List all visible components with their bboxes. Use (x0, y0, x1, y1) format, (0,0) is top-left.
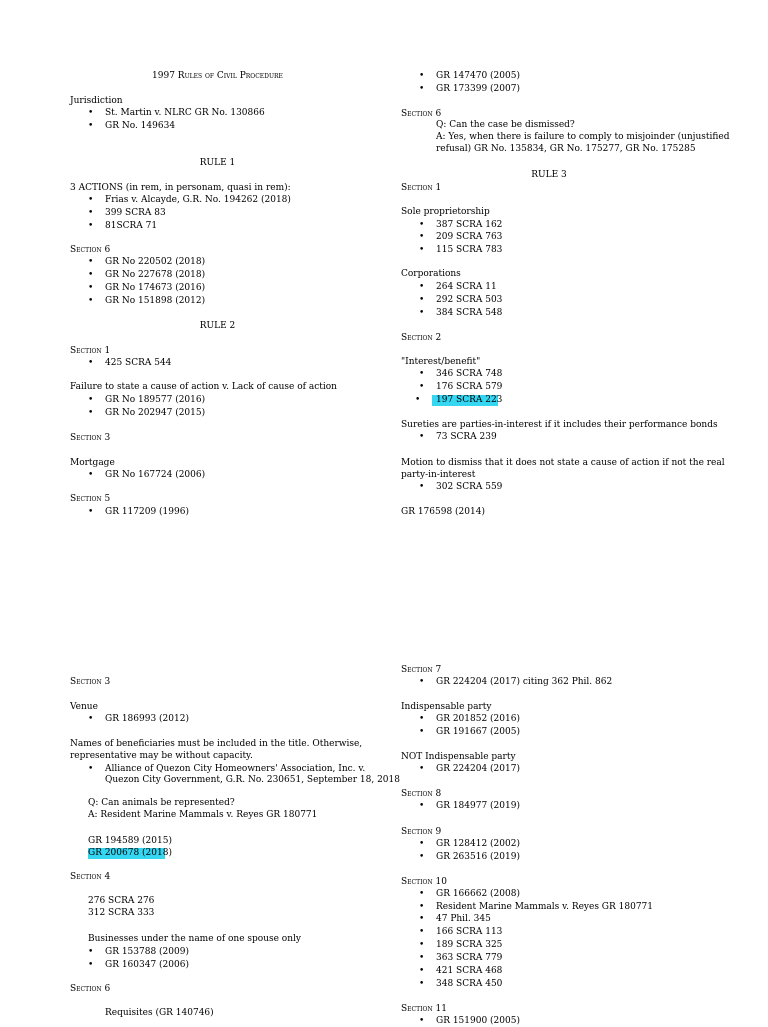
list-item: • GR 186993 (2012) (105, 714, 189, 725)
heading-section-5: Section 5 (70, 494, 111, 504)
list-item: • GR No. 149634 (105, 121, 175, 132)
heading-motion-cont: party-in-interest (401, 470, 476, 480)
heading-jurisdiction: Jurisdiction (70, 96, 123, 106)
paragraph-names: Names of beneficiaries must be included in the title. Otherwise, (70, 739, 363, 749)
citation-text: GR 176598 (2014) (401, 507, 485, 517)
list-item: • GR 151900 (2005) (436, 1016, 520, 1027)
list-item: • GR 191667 (2005) (436, 727, 520, 738)
list-item: • GR 160347 (2006) (105, 960, 189, 971)
list-item: • 292 SCRA 503 (436, 295, 502, 306)
heading-mortgage: Mortgage (70, 458, 115, 468)
list-item: • GR 173399 (2007) (436, 84, 520, 95)
list-item: • GR No 189577 (2016) (105, 395, 205, 406)
list-item-cont: Quezon City Government, G.R. No. 230651, September 18, 2018 (105, 775, 400, 785)
list-item: • 421 SCRA 468 (436, 966, 502, 977)
list-item: • 346 SCRA 748 (436, 369, 502, 380)
heading-sole-proprietorship: Sole proprietorship (401, 207, 490, 217)
heading-section-1: Section 1 (70, 346, 111, 356)
heading-section-3: Section 3 (70, 677, 111, 687)
question-text: Q: Can animals be represented? (88, 798, 235, 808)
list-item: • GR 153788 (2009) (105, 947, 189, 958)
list-item: • 176 SCRA 579 (436, 382, 502, 393)
heading-sureties: Sureties are parties-in-interest if it includes their performance bonds (401, 420, 718, 430)
list-item: • GR 224204 (2017) (436, 764, 520, 775)
answer-text: A: Resident Marine Mammals v. Reyes GR 180771 (88, 810, 318, 820)
heading-section-3: Section 3 (70, 433, 111, 443)
heading-rule-3: RULE 3 (531, 170, 567, 180)
list-item: • 209 SCRA 763 (436, 232, 502, 243)
list-item: • 264 SCRA 11 (436, 282, 497, 293)
heading-corporations: Corporations (401, 269, 461, 279)
list-item: • Frias v. Alcayde, G.R. No. 194262 (2018) (105, 195, 291, 206)
heading-venue: Venue (70, 702, 98, 712)
heading-interest: "Interest/benefit" (401, 357, 481, 367)
heading-indispensable: Indispensable party (401, 702, 492, 712)
list-item: • GR 166662 (2008) (436, 889, 520, 900)
list-item: • 73 SCRA 239 (436, 432, 497, 443)
list-item: • GR 224204 (2017) citing 362 Phil. 862 (436, 677, 612, 688)
list-item: • GR 147470 (2005) (436, 71, 520, 82)
question-text: Q: Can the case be dismissed? (436, 120, 575, 130)
citation-text: 312 SCRA 333 (88, 908, 155, 918)
heading-section-6: Section 6 (70, 245, 111, 255)
list-item: • GR No 174673 (2016) (105, 283, 205, 294)
heading-section-1: Section 1 (401, 183, 442, 193)
paragraph-names-cont: representative may be without capacity. (70, 751, 253, 761)
heading-section-8: Section 8 (401, 789, 442, 799)
heading-businesses: Businesses under the name of one spouse only (88, 934, 301, 944)
list-item: • GR 128412 (2002) (436, 839, 520, 850)
list-item: • GR 201852 (2016) (436, 714, 520, 725)
heading-rule-2: RULE 2 (199, 321, 236, 331)
list-item: • 399 SCRA 83 (105, 208, 166, 219)
list-item: • 81SCRA 71 (105, 221, 157, 232)
answer-text: A: Yes, when there is failure to comply to misjoinder (unjustified (436, 132, 730, 142)
heading-not-indispensable: NOT Indispensable party (401, 752, 516, 762)
heading-section-7: Section 7 (401, 665, 442, 675)
heading-motion: Motion to dismiss that it does not state a cause of action if not the real (401, 458, 725, 468)
heading-section-6: Section 6 (70, 984, 111, 994)
list-item: • 115 SCRA 783 (436, 245, 502, 256)
list-item: • GR No 167724 (2006) (105, 470, 205, 481)
heading-requisites: Requisites (GR 140746) (105, 1008, 214, 1018)
heading-three-actions: 3 ACTIONS (in rem, in personam, quasi in rem): (70, 183, 291, 193)
list-item: • 425 SCRA 544 (105, 358, 171, 369)
list-item: • Resident Marine Mammals v. Reyes GR 180771 (436, 902, 653, 913)
list-item: • 348 SCRA 450 (436, 979, 502, 990)
list-item: • GR No 227678 (2018) (105, 270, 205, 281)
heading-section-6: Section 6 (401, 109, 442, 119)
heading-rule-1: RULE 1 (199, 158, 236, 168)
list-item: • St. Martin v. NLRC GR No. 130866 (105, 108, 265, 119)
heading-failure: Failure to state a cause of action v. Lack of cause of action (70, 382, 337, 392)
citation-text: 276 SCRA 276 (88, 896, 155, 906)
list-item: • 387 SCRA 162 (436, 220, 502, 231)
heading-section-4: Section 4 (70, 872, 111, 882)
heading-section-11: Section 11 (401, 1004, 447, 1014)
list-item: • 302 SCRA 559 (436, 482, 502, 493)
heading-section-9: Section 9 (401, 827, 442, 837)
heading-section-10: Section 10 (401, 877, 447, 887)
list-item: • GR 117209 (1996) (105, 507, 189, 518)
highlighted-citation: GR 200678 (2018) (88, 848, 172, 858)
list-item: • Alliance of Quezon City Homeowners' Association, Inc. v. (105, 764, 365, 775)
list-item: • GR No 202947 (2015) (105, 408, 205, 419)
list-item: • 189 SCRA 325 (436, 940, 502, 951)
list-item: • 166 SCRA 113 (436, 927, 502, 938)
list-item: • 363 SCRA 779 (436, 953, 502, 964)
list-item: • GR 263516 (2019) (436, 852, 520, 863)
list-item: • GR No 220502 (2018) (105, 257, 205, 268)
citation-text: GR 194589 (2015) (88, 836, 172, 846)
heading-section-2: Section 2 (401, 333, 442, 343)
highlighted-list-item: • 197 SCRA 223 (432, 395, 498, 406)
list-item: • GR 184977 (2019) (436, 801, 520, 812)
answer-text: refusal) GR No. 135834, GR No. 175277, GR No. 175285 (436, 144, 696, 154)
list-item: • 384 SCRA 548 (436, 308, 502, 319)
list-item: • 47 Phil. 345 (436, 914, 491, 925)
list-item: • GR No 151898 (2012) (105, 296, 205, 307)
document-title: 1997 Rules of Civil Procedure (152, 71, 283, 81)
